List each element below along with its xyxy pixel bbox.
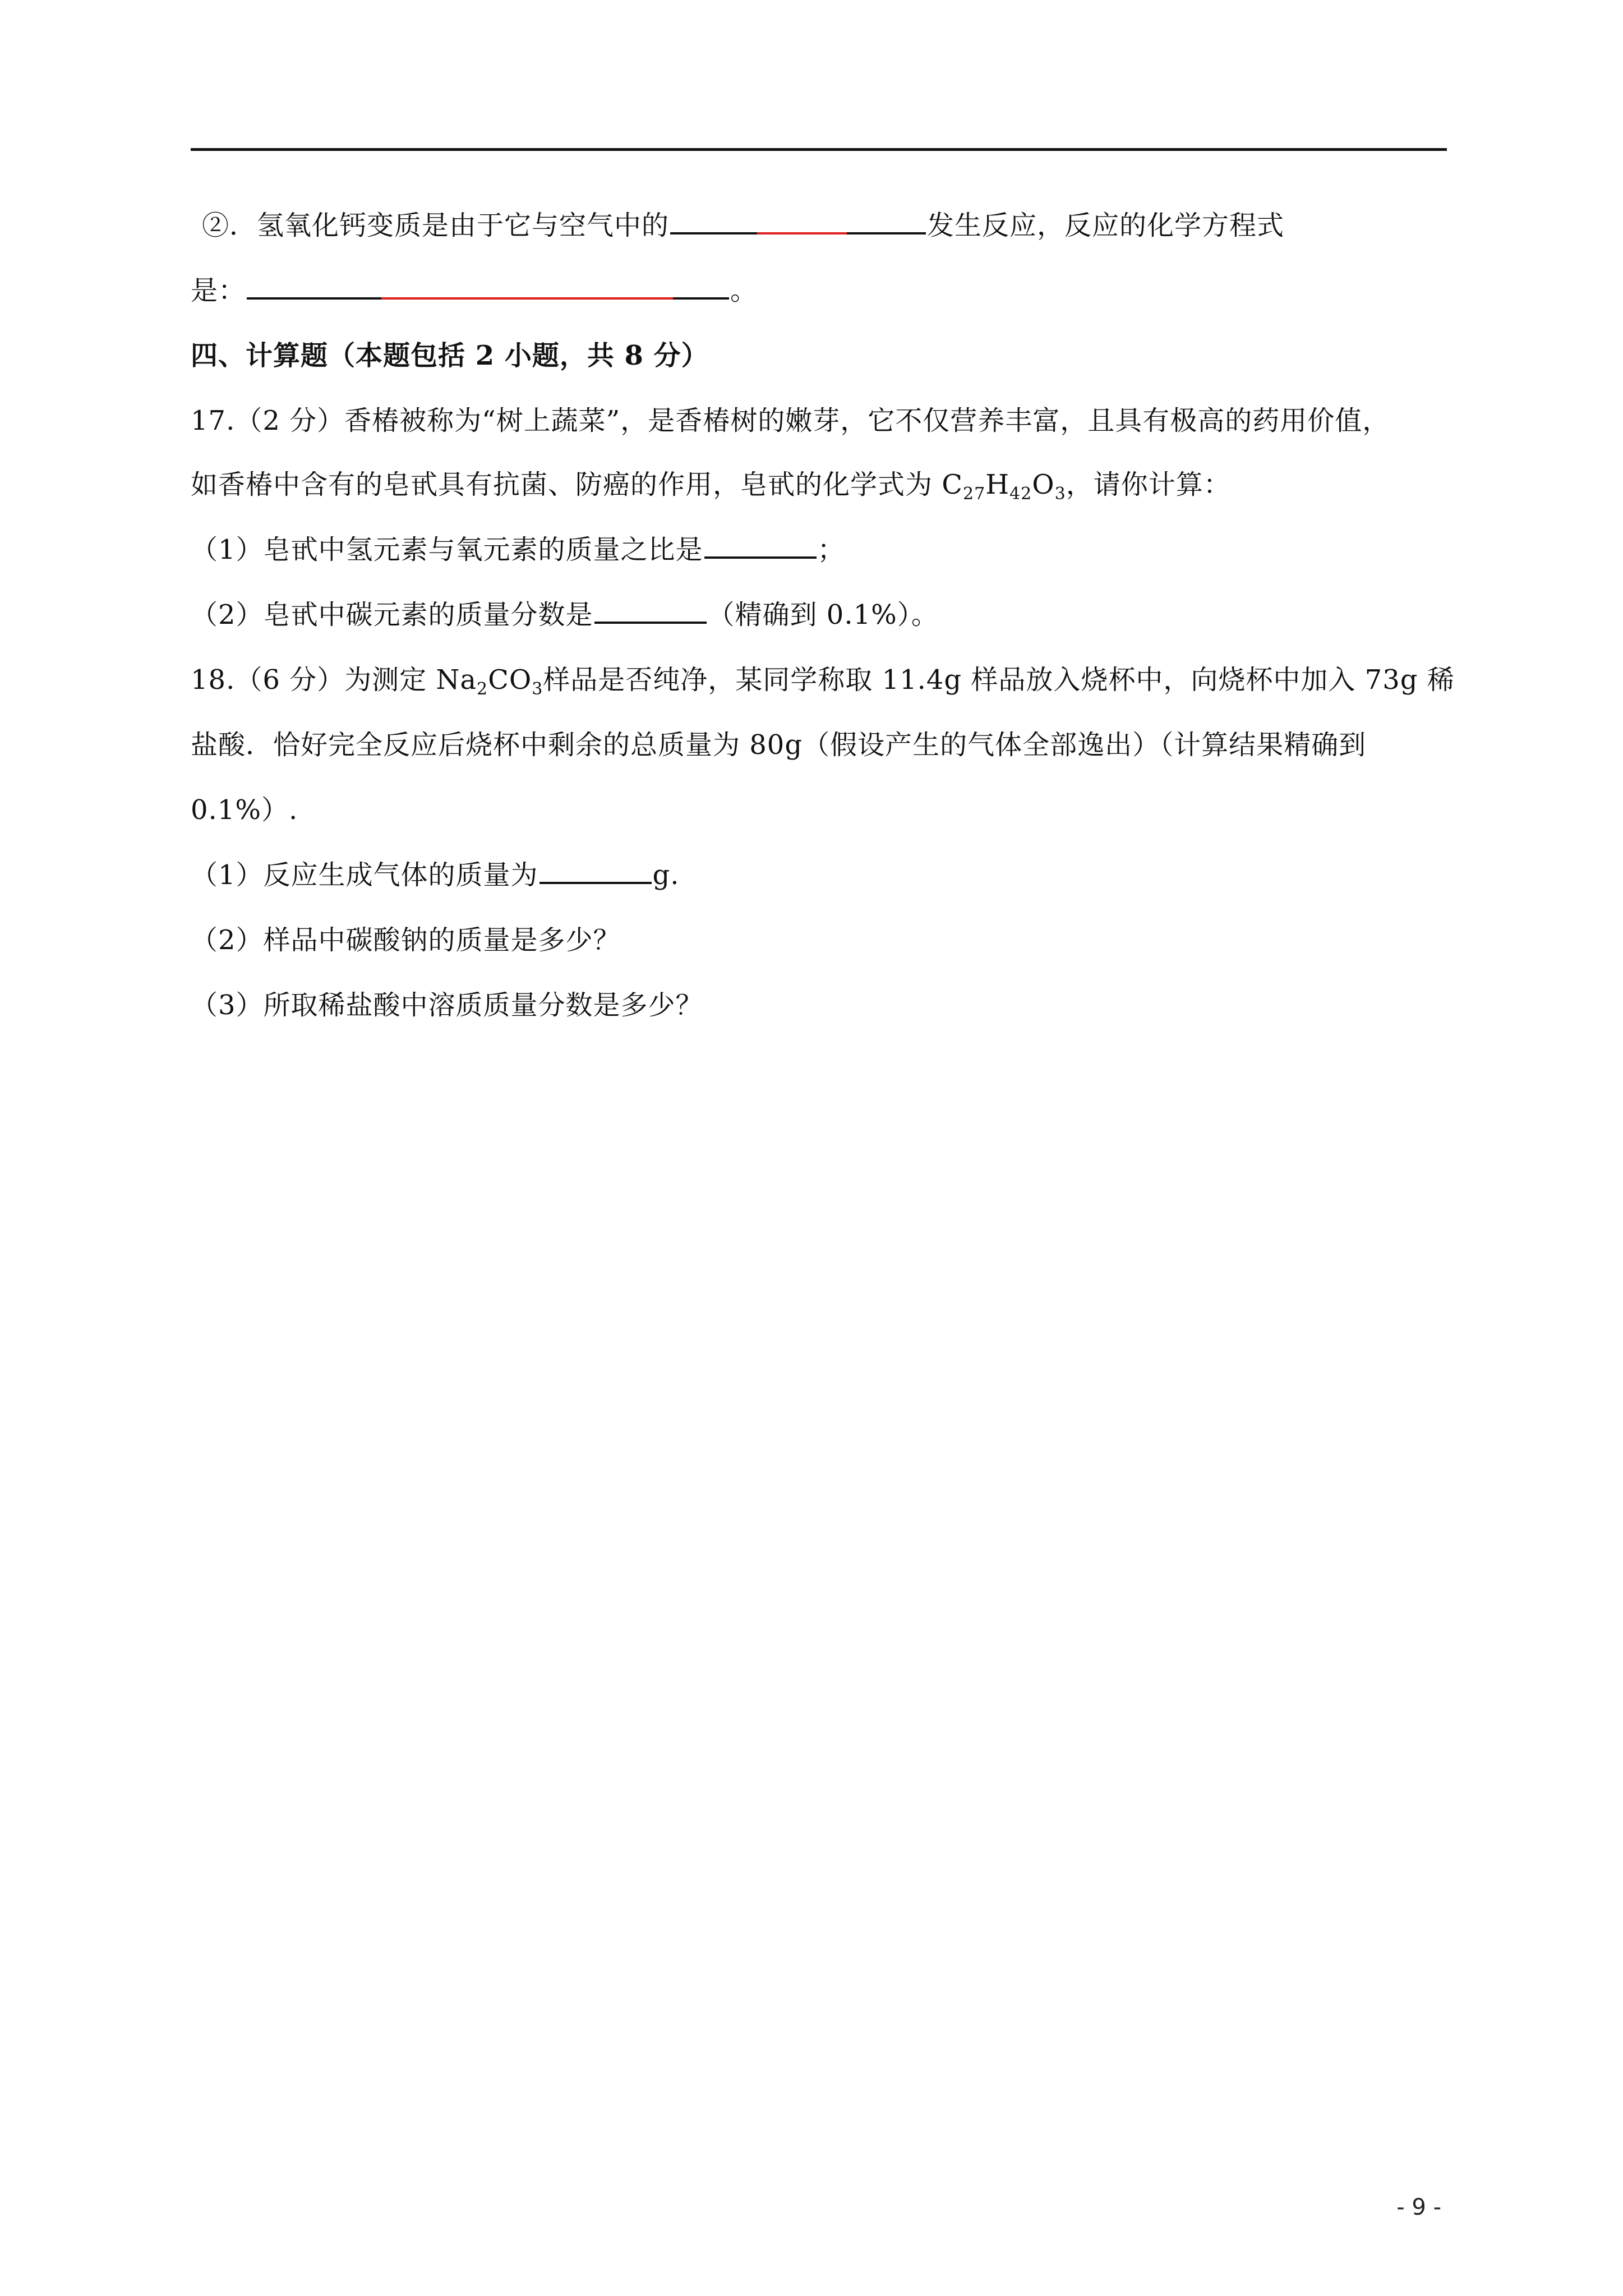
page-number: - 9 - [1396,2194,1441,2220]
formula-subscript-o: 3 [1054,484,1066,504]
section-4-heading: 四、计算题（本题包括 2 小题，共 8 分） [191,340,709,371]
q16-2-equation-blank[interactable] [247,295,729,300]
q16-2-prefix: ②．氢氧化钙变质是由于它与空气中的 [202,210,670,241]
q16-2-line2-prefix: 是： [191,275,246,306]
q17-line2-prefix: 如香椿中含有的皂甙具有抗菌、防癌的作用，皂甙的化学式为 [191,469,942,500]
formula-subscript-c: 27 [963,484,986,504]
q18-line1-suffix: 样品是否纯净，某同学称取 11.4g 样品放入烧杯中，向烧杯中加入 73g 稀 [543,664,1455,696]
q17-sub2 [191,598,939,632]
formula-element-c: C [942,469,963,500]
q18-sub1-text: （1）反应生成气体的质量为 [191,859,538,891]
formula-element-co: CO [488,664,532,696]
header-rule [191,148,1447,151]
q18-line1 [191,663,1455,697]
formula-subscript-co: 3 [532,679,543,699]
q16-2-answer-blank[interactable] [670,230,926,234]
q16-2-line2-suffix: 。 [730,275,758,306]
formula-element-o: O [1032,469,1055,500]
q17-sub1-answer-blank[interactable] [704,554,817,559]
formula-element-na: Na [436,664,477,696]
q17-sub1 [191,533,845,567]
formula-element-h: H [985,469,1010,500]
q17-sub1-text: （1）皂甙中氢元素与氧元素的质量之比是 [191,534,703,565]
q18-formula [436,664,543,699]
q17-sub2-suffix: （精确到 0.1%）。 [707,599,939,631]
formula-subscript-h: 42 [1009,484,1032,504]
q16-2-equation-red-mark [381,297,673,300]
formula-subscript-na: 2 [477,679,488,699]
q17-line1: 17.（2 分）香椿被称为“树上蔬菜”，是香椿树的嫩芽，它不仅营养丰富，且具有极高的药用价值， [191,405,1390,436]
q18-sub1 [191,858,680,892]
q18-line1-prefix: 18.（6 分）为测定 [191,664,436,696]
q16-2-line1 [202,209,1284,242]
q17-line2 [191,468,1231,504]
q18-sub1-suffix: g. [652,859,680,891]
q17-line2-suffix: ，请你计算： [1066,469,1231,500]
q16-2-line2 [191,274,758,307]
q16-2-suffix: 发生反应，反应的化学方程式 [927,210,1285,241]
q17-sub1-suffix: ； [817,534,845,565]
q18-line3: 0.1%）. [191,794,298,826]
q17-formula [942,469,1066,504]
q18-sub1-answer-blank[interactable] [540,880,652,884]
q18-sub2: （2）样品中碳酸钠的质量是多少？ [191,924,621,956]
q18-sub3: （3）所取稀盐酸中溶质质量分数是多少？ [191,990,703,1021]
q16-2-answer-red-mark [757,232,847,234]
q18-line2: 盐酸．恰好完全反应后烧杯中剩余的总质量为 80g（假设产生的气体全部逸出）（计算结果精确到 [191,729,1367,761]
q17-sub2-text: （2）皂甙中碳元素的质量分数是 [191,599,593,631]
q17-sub2-answer-blank[interactable] [594,619,707,624]
